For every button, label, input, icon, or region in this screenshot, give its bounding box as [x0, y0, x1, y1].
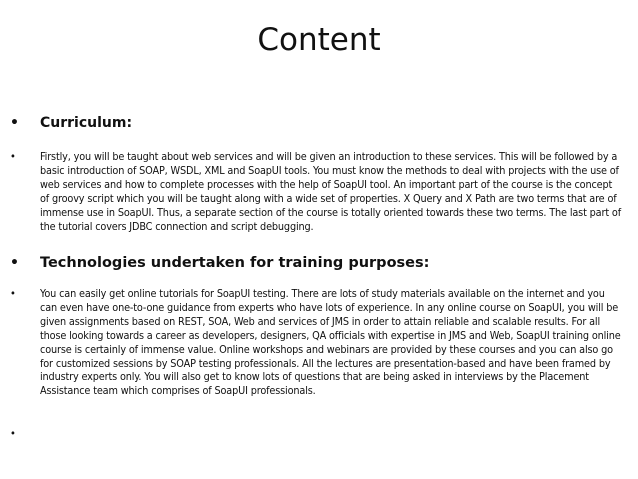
section-paragraph-text: Firstly, you will be taught about web services and will be given an introduction to these services. This will be followed by a basic introduction of SOAP, WSDL, XML and SoapUI tools. You must know the methods to deal with projects with the use of web services and how to complete processes with the help of SoapUI tool. An important part of the course is the concept of groovy script which you will be taught along with a wide set of properties. X Query and X Path are two terms that are of immense use in SoapUI. Thus, a separate section of the course is totally oriented towards these two terms. The last part of the tutorial covers JDBC connection and script debugging. [40, 150, 621, 233]
bullet: • [10, 115, 19, 131]
bullet: • [10, 150, 16, 163]
section-heading-text: Curriculum: [40, 115, 133, 131]
bullet: • [10, 427, 16, 440]
bullet: • [10, 255, 19, 271]
slide-title: Content [257, 22, 381, 58]
bullet: • [10, 287, 16, 300]
section-paragraph-text: You can easily get online tutorials for SoapUI testing. There are lots of study materials available on the internet and you can even have one-to-one guidance from experts who have lots of experience. In any online course on SoapUI, you will be given assignments based on REST, SOA, Web and services of JMS in order to attain reliable and scalable results. For all those looking towards a career as developers, designers, QA officials with expertise in JMS and Web, SoapUI training online course is certainly of immense value. Online workshops and webinars are provided by these courses and you can also go for customized sessions by SOAP testing professionals. All the lectures are presentation-based and have been framed by industry experts only. You will also get to know lots of questions that are being asked in interviews by the Placement Assistance team which comprises of SoapUI professionals. [40, 287, 621, 398]
section-heading-text: Technologies undertaken for training purposes: [40, 255, 430, 271]
